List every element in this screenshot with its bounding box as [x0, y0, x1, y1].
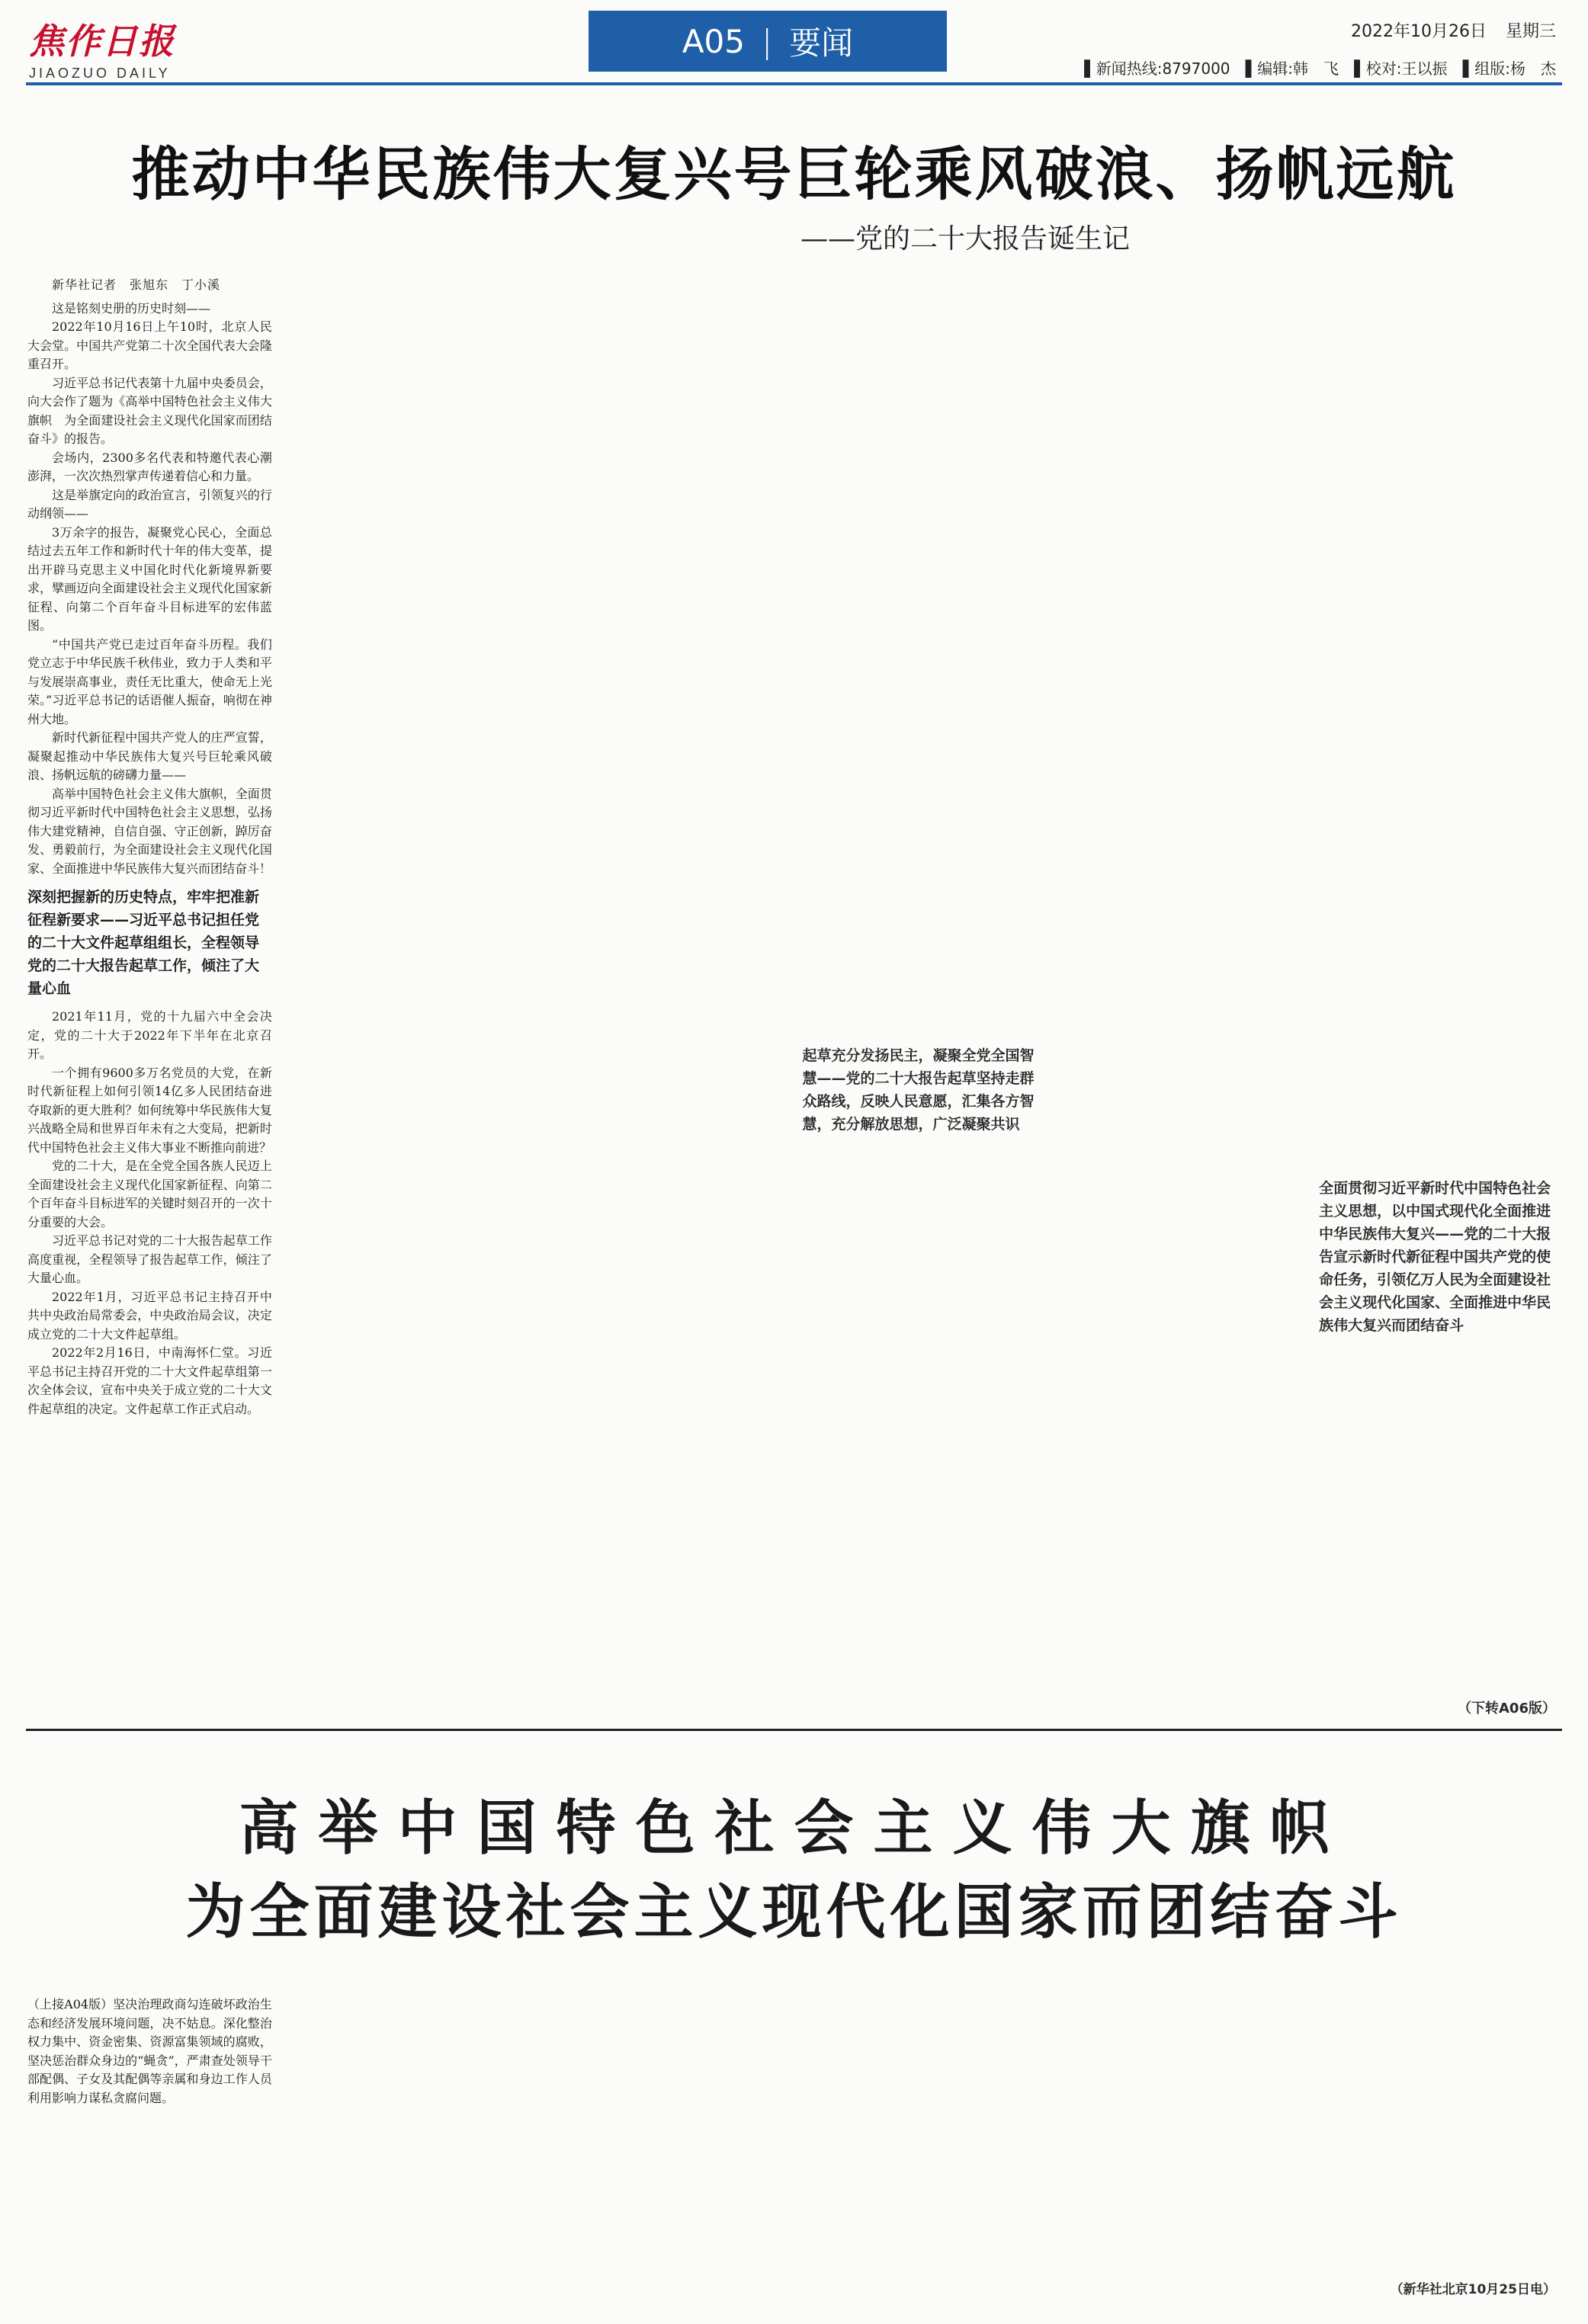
section-name: 要闻 [789, 24, 854, 62]
after-paragraphs [27, 1008, 272, 1418]
second-column-2 [286, 1995, 531, 2300]
second-column-5 [1060, 1995, 1305, 2300]
second-article-columns [27, 1995, 1564, 2300]
paragraph: 这是举旗定向的政治宣言，引领复兴的行动纲领—— [27, 487, 272, 521]
paragraph: 3万余字的报告，凝聚党心民心，全面总结过去五年工作和新时代十年的伟大变革，提出开辟马克思主义中国化时代化新境界新要求，擘画迈向全面建设社会主义现代化国家新征程、向第二个百年奋斗目标进军的宏伟蓝图。 [27, 524, 272, 633]
mid-subheading: 起草充分发扬民主，凝聚全党全国智慧——党的二十大报告起草坚持走群众路线，反映人民意愿，汇集各方智慧，充分解放思想，广泛凝聚共识 [802, 1047, 1035, 1133]
masthead-rule [26, 82, 1562, 85]
second-column-6 [1319, 1995, 1564, 2300]
second-headline-line2: 为全面建设社会主义现代化国家而团结奋斗 [185, 1878, 1403, 1947]
paragraph: “中国共产党已走过百年奋斗历程。我们党立志于中华民族千秋伟业，致力于人类和平与发展崇高事业，责任无比重大，使命无上光荣。”习近平总书记的话语催人振奋，响彻在神州大地。 [27, 636, 272, 726]
badge-divider: | [762, 22, 773, 60]
column-5 [1060, 276, 1305, 1723]
column-3 [544, 276, 789, 1723]
paragraph: 2021年11月，党的十九届六中全会决定，党的二十大于2022年下半年在北京召开。 [27, 1009, 272, 1061]
second-column-4 [802, 1995, 1047, 2300]
section-divider [26, 1729, 1562, 1731]
second-column-1 [27, 1995, 272, 2300]
continue-note: （下转A06版） [1452, 1700, 1556, 1719]
paragraph: 一个拥有9600多万名党员的大党，在新时代新征程上如何引领14亿多人民团结奋进夺取新的更大胜利？如何统筹中华民族伟大复兴战略全局和世界百年未有之大变局，把新时代中国特色社会主义伟大事业不断推向前进？ [27, 1065, 272, 1155]
editor: ▌编辑:韩 飞 [1245, 59, 1339, 78]
second-headline-line1: 高举中国特色社会主义伟大旗帜 [239, 1794, 1349, 1863]
paragraph: 习近平总书记对党的二十大报告起草工作高度重视，全程领导了报告起草工作，倾注了大量心血。 [27, 1233, 272, 1285]
intro-paragraphs [27, 300, 272, 879]
column-4 [802, 276, 1047, 1723]
main-headline: 推动中华民族伟大复兴号巨轮乘风破浪、扬帆远航 [131, 140, 1457, 208]
column-subheading: 全面贯彻习近平新时代中国特色社会主义思想，以中国式现代化全面推进中华民族伟大复兴——党的二十大报告宣示新时代新征程中国共产党的使命任务，引领亿万人民为全面建设社会主义现代化国家、全面推进中华民族伟大复兴而团结奋斗 [1319, 1180, 1551, 1334]
section-subheading: 深刻把握新的历史特点，牢牢把准新征程新要求——习近平总书记担任党的二十大文件起草组组长，全程领导党的二十大报告起草工作，倾注了大量心血 [27, 889, 260, 997]
paragraph: 高举中国特色社会主义伟大旗帜，全面贯彻习近平新时代中国特色社会主义思想，弘扬伟大建党精神，自信自强、守正创新，踔厉奋发、勇毅前行，为全面建设社会主义现代化国家、全面推进中华民族伟大复兴而团结奋斗！ [27, 786, 272, 876]
paragraph: 2022年10月16日上午10时，北京人民大会堂。中国共产党第二十次全国代表大会隆重召开。 [27, 319, 272, 371]
paragraph: 2022年1月，习近平总书记主持召开中共中央政治局常委会，中央政治局会议，决定成立党的二十大文件起草组。 [27, 1289, 272, 1342]
date-text: 2022年10月26日 [1351, 22, 1487, 41]
column-1 [27, 276, 272, 1723]
page-section-badge [589, 11, 947, 72]
second-column-3 [544, 1995, 789, 2300]
paragraph: 新时代新征程中国共产党人的庄严宣誓，凝聚起推动中华民族伟大复兴号巨轮乘风破浪、扬帆远航的磅礴力量—— [27, 730, 272, 782]
paragraph: 党的二十大，是在全党全国各族人民迈上全面建设社会主义现代化国家新征程、向第二个百年奋斗目标进军的关键时刻召开的一次十分重要的大会。 [27, 1159, 272, 1229]
newspaper-logo [29, 14, 175, 82]
main-subhead: ——党的二十大报告诞生记 [800, 223, 1131, 255]
issue-date [1351, 18, 1556, 42]
logo-chinese: 焦作日报 [29, 21, 175, 62]
logo-english: JIAOZUO DAILY [29, 66, 171, 81]
column-6 [1319, 276, 1564, 1723]
paragraph: 2022年2月16日，中南海怀仁堂。习近平总书记主持召开党的二十大文件起草组第一次全体会议，宣布中央关于成立党的二十大文件起草组的决定。文件起草工作正式启动。 [27, 1345, 272, 1416]
article-columns [27, 276, 1564, 1723]
paragraph: 这是铭刻史册的历史时刻—— [52, 300, 211, 316]
hotline: ▌新闻热线:8797000 [1084, 59, 1230, 78]
dateline-note: （新华社北京10月25日电） [1386, 2281, 1556, 2300]
layout-editor: ▌组版:杨 杰 [1462, 59, 1556, 78]
second-lead: （上接A04版）坚决治理政商勾连破坏政治生态和经济发展环境问题，决不姑息。深化整治权力集中、资金密集、资源富集领域的腐败，坚决惩治群众身边的“蝇贪”，严肃查处领导干部配偶、子女及其配偶等亲属和身边工作人员利用影响力谋私贪腐问题。 [27, 1997, 272, 2105]
proofreader: ▌校对:王以振 [1354, 59, 1448, 78]
page-number: A05 [682, 22, 745, 60]
masthead [0, 0, 1588, 84]
paragraph: 习近平总书记代表第十九届中央委员会，向大会作了题为《高举中国特色社会主义伟大旗帜 为全面建设社会主义现代化国家而团结奋斗》的报告。 [27, 375, 272, 446]
editorial-info [1073, 56, 1556, 79]
paragraph: 会场内，2300多名代表和特邀代表心潮澎湃，一次次热烈掌声传递着信心和力量。 [27, 450, 272, 483]
byline: 新华社记者 张旭东 丁小溪 [52, 277, 221, 292]
weekday-text: 星期三 [1505, 22, 1556, 41]
column-2 [286, 276, 531, 1723]
